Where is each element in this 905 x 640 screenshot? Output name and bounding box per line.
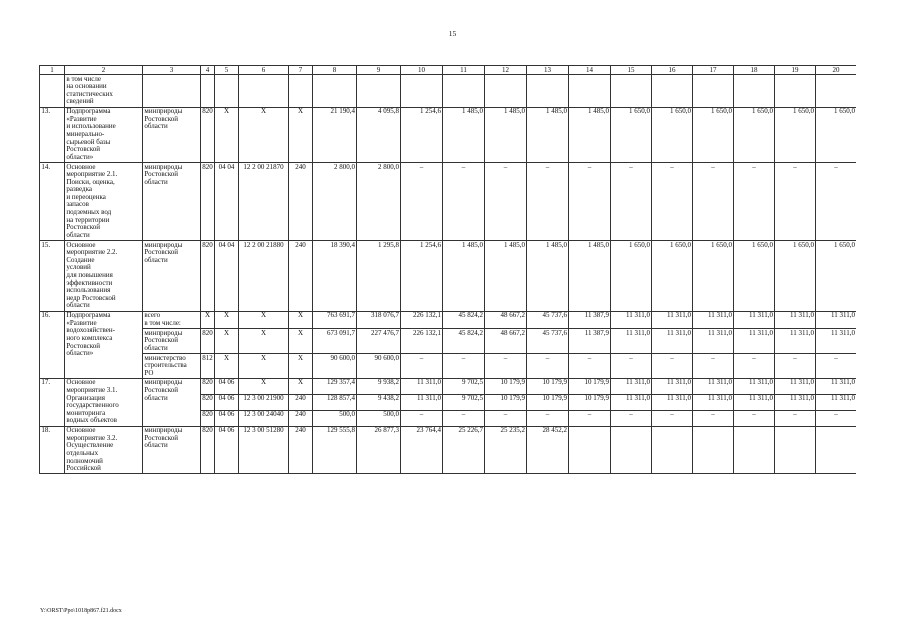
amount-cell-col-14 — [569, 426, 611, 474]
amount-cell-col-14: – — [569, 353, 611, 378]
amount-cell-col-10: 226 132,1 — [401, 328, 443, 353]
amount-cell-col-8: 129 357,4 — [313, 378, 357, 394]
column-header-20: 20 — [816, 66, 857, 75]
amount-cell-col-8: 18 390,4 — [313, 241, 357, 312]
row-number-cell: 16. — [40, 311, 65, 378]
amount-cell-col-16: – — [652, 353, 693, 378]
grbs-code-cell: 820 — [201, 410, 215, 426]
amount-cell-col-15: – — [611, 410, 652, 426]
amount-cell-col-13: 10 179,9 — [527, 394, 569, 410]
rzpr-code-cell: 04 06 — [215, 426, 239, 474]
program-name-cell: Подпрограмма «Развитие водохозяйствен- ного комплекса Ростовской области» — [65, 311, 143, 378]
amount-cell-col-9: 2 800,0 — [357, 162, 401, 240]
table-row — [40, 328, 857, 353]
amount-cell-col-20: 11 311,0 — [816, 394, 857, 410]
rzpr-code-cell: 04 04 — [215, 162, 239, 240]
amount-cell-col-15 — [611, 426, 652, 474]
amount-cell-col-14 — [569, 75, 611, 108]
amount-cell-col-10: – — [401, 162, 443, 240]
grbs-code-cell: 820 — [201, 328, 215, 353]
amount-cell-col-12: – — [485, 162, 527, 240]
column-header-2: 2 — [65, 66, 143, 75]
table-row — [40, 353, 857, 378]
column-header-16: 16 — [652, 66, 693, 75]
table-row — [40, 107, 857, 162]
amount-cell-col-8: 500,0 — [313, 410, 357, 426]
amount-cell-col-10: 1 254,6 — [401, 107, 443, 162]
amount-cell-col-18 — [734, 426, 775, 474]
rzpr-code-cell: 04 04 — [215, 241, 239, 312]
amount-cell-col-11: – — [443, 353, 485, 378]
program-name-cell: Основное мероприятие 3.1. Организация государственного мониторинга водных объектов — [65, 378, 143, 426]
executor-cell: минприроды Ростовской области — [143, 426, 201, 474]
amount-cell-col-12: 10 179,9 — [485, 378, 527, 394]
amount-cell-col-12: – — [485, 410, 527, 426]
grbs-code-cell: 820 — [201, 394, 215, 410]
amount-cell-col-15: 1 650,0 — [611, 107, 652, 162]
amount-cell-col-11 — [443, 75, 485, 108]
program-name-cell: в том числе на основании статистических сведений — [65, 75, 143, 108]
column-header-17: 17 — [693, 66, 734, 75]
amount-cell-col-19 — [775, 426, 816, 474]
amount-cell-col-20: 1 650,0 — [816, 241, 857, 312]
vr-code-cell: Х — [289, 328, 313, 353]
csr-code-cell: Х — [239, 353, 289, 378]
row-number-cell: 13. — [40, 107, 65, 162]
amount-cell-col-16: 1 650,0 — [652, 107, 693, 162]
amount-cell-col-19: 1 650,0 — [775, 107, 816, 162]
column-header-9: 9 — [357, 66, 401, 75]
row-number-cell — [40, 75, 65, 108]
amount-cell-col-17: 11 311,0 — [693, 311, 734, 328]
executor-cell: всего в том числе: — [143, 311, 201, 328]
amount-cell-col-9 — [357, 75, 401, 108]
column-header-7: 7 — [289, 66, 313, 75]
grbs-code-cell: 820 — [201, 378, 215, 394]
amount-cell-col-10: 11 311,0 — [401, 394, 443, 410]
column-header-4: 4 — [201, 66, 215, 75]
amount-cell-col-20 — [816, 426, 857, 474]
amount-cell-col-15: 11 311,0 — [611, 328, 652, 353]
amount-cell-col-17: 11 311,0 — [693, 328, 734, 353]
amount-cell-col-14: – — [569, 162, 611, 240]
column-header-8: 8 — [313, 66, 357, 75]
rzpr-code-cell: 04 06 — [215, 378, 239, 394]
csr-code-cell: Х — [239, 311, 289, 328]
executor-cell: минприроды Ростовской области — [143, 241, 201, 312]
amount-cell-col-13: 1 485,0 — [527, 107, 569, 162]
amount-cell-col-11: 45 824,2 — [443, 328, 485, 353]
amount-cell-col-14: 1 485,0 — [569, 241, 611, 312]
amount-cell-col-17: – — [693, 410, 734, 426]
amount-cell-col-8: 673 091,7 — [313, 328, 357, 353]
budget-table — [39, 65, 856, 474]
grbs-code-cell: 820 — [201, 162, 215, 240]
vr-code-cell: Х — [289, 311, 313, 328]
amount-cell-col-15: – — [611, 353, 652, 378]
amount-cell-col-8: 128 857,4 — [313, 394, 357, 410]
row-number-cell: 14. — [40, 162, 65, 240]
amount-cell-col-13: – — [527, 353, 569, 378]
amount-cell-col-12: 10 179,9 — [485, 394, 527, 410]
column-header-12: 12 — [485, 66, 527, 75]
amount-cell-col-18: 11 311,0 — [734, 378, 775, 394]
amount-cell-col-20: 11 311,0 — [816, 378, 857, 394]
amount-cell-col-10: – — [401, 353, 443, 378]
executor-cell: минприроды Ростовской области — [143, 162, 201, 240]
amount-cell-col-13: 45 737,6 — [527, 311, 569, 328]
amount-cell-col-20: 11 311,0 — [816, 328, 857, 353]
csr-code-cell — [239, 75, 289, 108]
csr-code-cell: 12 2 00 21880 — [239, 241, 289, 312]
vr-code-cell: 240 — [289, 410, 313, 426]
amount-cell-col-8: 90 600,0 — [313, 353, 357, 378]
table-row — [40, 378, 857, 394]
table-row — [40, 426, 857, 474]
executor-cell: министерство строительства РО — [143, 353, 201, 378]
grbs-code-cell: 820 — [201, 107, 215, 162]
amount-cell-col-10: 226 132,1 — [401, 311, 443, 328]
column-header-5: 5 — [215, 66, 239, 75]
amount-cell-col-11: 45 824,2 — [443, 311, 485, 328]
amount-cell-col-8: 129 555,8 — [313, 426, 357, 474]
rzpr-code-cell: Х — [215, 311, 239, 328]
amount-cell-col-16: – — [652, 162, 693, 240]
amount-cell-col-20: 1 650,0 — [816, 107, 857, 162]
amount-cell-col-9: 9 438,2 — [357, 394, 401, 410]
page-number: 15 — [448, 29, 457, 38]
executor-cell — [143, 75, 201, 108]
column-header-13: 13 — [527, 66, 569, 75]
amount-cell-col-14: 1 485,0 — [569, 107, 611, 162]
amount-cell-col-12: 48 667,2 — [485, 311, 527, 328]
amount-cell-col-17 — [693, 75, 734, 108]
amount-cell-col-8: 763 691,7 — [313, 311, 357, 328]
amount-cell-col-13: – — [527, 162, 569, 240]
amount-cell-col-9: 9 938,2 — [357, 378, 401, 394]
amount-cell-col-8: 2 800,0 — [313, 162, 357, 240]
grbs-code-cell: 820 — [201, 426, 215, 474]
amount-cell-col-13: – — [527, 410, 569, 426]
amount-cell-col-20: – — [816, 353, 857, 378]
amount-cell-col-11: 9 702,5 — [443, 378, 485, 394]
amount-cell-col-16: – — [652, 410, 693, 426]
csr-code-cell: 12 3 00 21900 — [239, 394, 289, 410]
rzpr-code-cell: 04 06 — [215, 410, 239, 426]
executor-cell: минприроды Ростовской области — [143, 378, 201, 426]
amount-cell-col-19 — [775, 75, 816, 108]
column-header-14: 14 — [569, 66, 611, 75]
amount-cell-col-18: 1 650,0 — [734, 241, 775, 312]
amount-cell-col-11: 9 702,5 — [443, 394, 485, 410]
amount-cell-col-15: 11 311,0 — [611, 394, 652, 410]
amount-cell-col-20: – — [816, 162, 857, 240]
csr-code-cell: Х — [239, 107, 289, 162]
amount-cell-col-17: 11 311,0 — [693, 394, 734, 410]
amount-cell-col-13: 45 737,6 — [527, 328, 569, 353]
amount-cell-col-17: 1 650,0 — [693, 107, 734, 162]
amount-cell-col-20: – — [816, 410, 857, 426]
amount-cell-col-18: 11 311,0 — [734, 311, 775, 328]
amount-cell-col-15: 1 650,0 — [611, 241, 652, 312]
amount-cell-col-19: 11 311,0 — [775, 311, 816, 328]
amount-cell-col-12: 1 485,0 — [485, 241, 527, 312]
vr-code-cell: Х — [289, 107, 313, 162]
vr-code-cell: Х — [289, 353, 313, 378]
amount-cell-col-15: 11 311,0 — [611, 378, 652, 394]
amount-cell-col-17: 1 650,0 — [693, 241, 734, 312]
csr-code-cell: 12 2 00 21870 — [239, 162, 289, 240]
rzpr-code-cell — [215, 75, 239, 108]
amount-cell-col-14: 11 387,9 — [569, 311, 611, 328]
amount-cell-col-11: 1 485,0 — [443, 107, 485, 162]
amount-cell-col-8 — [313, 75, 357, 108]
amount-cell-col-10: 23 764,4 — [401, 426, 443, 474]
amount-cell-col-8: 21 190,4 — [313, 107, 357, 162]
amount-cell-col-12 — [485, 75, 527, 108]
column-header-3: 3 — [143, 66, 201, 75]
grbs-code-cell: 820 — [201, 241, 215, 312]
amount-cell-col-10: 1 254,6 — [401, 241, 443, 312]
amount-cell-col-16: 11 311,0 — [652, 378, 693, 394]
column-header-6: 6 — [239, 66, 289, 75]
vr-code-cell: Х — [289, 378, 313, 394]
column-header-18: 18 — [734, 66, 775, 75]
row-number-cell: 17. — [40, 378, 65, 426]
amount-cell-col-19: – — [775, 162, 816, 240]
amount-cell-col-18: – — [734, 162, 775, 240]
amount-cell-col-12: 25 235,2 — [485, 426, 527, 474]
amount-cell-col-10: – — [401, 410, 443, 426]
csr-code-cell: 12 3 00 24040 — [239, 410, 289, 426]
vr-code-cell — [289, 75, 313, 108]
amount-cell-col-20 — [816, 75, 857, 108]
table-row — [40, 311, 857, 328]
amount-cell-col-19: – — [775, 353, 816, 378]
amount-cell-col-13 — [527, 75, 569, 108]
vr-code-cell: 240 — [289, 241, 313, 312]
amount-cell-col-12: 48 667,2 — [485, 328, 527, 353]
amount-cell-col-14: – — [569, 410, 611, 426]
amount-cell-col-14: 10 179,9 — [569, 394, 611, 410]
rzpr-code-cell: Х — [215, 107, 239, 162]
amount-cell-col-18: – — [734, 410, 775, 426]
amount-cell-col-20: 11 311,0 — [816, 311, 857, 328]
table-header — [40, 66, 857, 75]
amount-cell-col-13: 10 179,9 — [527, 378, 569, 394]
column-header-1: 1 — [40, 66, 65, 75]
program-name-cell: Подпрограмма «Развитие и использование минерально- сырьевой базы Ростовской области» — [65, 107, 143, 162]
table-row — [40, 241, 857, 312]
amount-cell-col-11: – — [443, 162, 485, 240]
amount-cell-col-18: 1 650,0 — [734, 107, 775, 162]
amount-cell-col-16: 1 650,0 — [652, 241, 693, 312]
amount-cell-col-9: 227 476,7 — [357, 328, 401, 353]
amount-cell-col-15 — [611, 75, 652, 108]
vr-code-cell: 240 — [289, 394, 313, 410]
amount-cell-col-17: 11 311,0 — [693, 378, 734, 394]
amount-cell-col-13: 28 452,2 — [527, 426, 569, 474]
amount-cell-col-9: 1 295,8 — [357, 241, 401, 312]
column-header-19: 19 — [775, 66, 816, 75]
column-header-15: 15 — [611, 66, 652, 75]
amount-cell-col-19: 11 311,0 — [775, 394, 816, 410]
vr-code-cell: 240 — [289, 162, 313, 240]
amount-cell-col-11: 25 226,7 — [443, 426, 485, 474]
amount-cell-col-11: – — [443, 410, 485, 426]
table-row — [40, 75, 857, 108]
amount-cell-col-19: 11 311,0 — [775, 378, 816, 394]
column-number-row — [40, 66, 857, 75]
amount-cell-col-18: – — [734, 353, 775, 378]
csr-code-cell: Х — [239, 378, 289, 394]
executor-cell: минприроды Ростовской области — [143, 107, 201, 162]
rzpr-code-cell: 04 06 — [215, 394, 239, 410]
rzpr-code-cell: Х — [215, 328, 239, 353]
program-name-cell: Основное мероприятие 3.2. Осуществление отдельных полномочий Российской — [65, 426, 143, 474]
amount-cell-col-9: 4 095,8 — [357, 107, 401, 162]
column-header-10: 10 — [401, 66, 443, 75]
amount-cell-col-16 — [652, 75, 693, 108]
amount-cell-col-15: – — [611, 162, 652, 240]
amount-cell-col-14: 10 179,9 — [569, 378, 611, 394]
amount-cell-col-9: 318 076,7 — [357, 311, 401, 328]
amount-cell-col-17 — [693, 426, 734, 474]
amount-cell-col-9: 90 600,0 — [357, 353, 401, 378]
footer-file-path: Y:\ORST\Ppo\1018p867.f21.docx — [40, 608, 122, 614]
amount-cell-col-10: 11 311,0 — [401, 378, 443, 394]
csr-code-cell: Х — [239, 328, 289, 353]
vr-code-cell: 240 — [289, 426, 313, 474]
amount-cell-col-13: 1 485,0 — [527, 241, 569, 312]
column-header-11: 11 — [443, 66, 485, 75]
amount-cell-col-9: 26 877,3 — [357, 426, 401, 474]
amount-cell-col-19: 1 650,0 — [775, 241, 816, 312]
grbs-code-cell — [201, 75, 215, 108]
row-number-cell: 18. — [40, 426, 65, 474]
amount-cell-col-10 — [401, 75, 443, 108]
grbs-code-cell: Х — [201, 311, 215, 328]
executor-cell: минприроды Ростовской области — [143, 328, 201, 353]
amount-cell-col-19: – — [775, 410, 816, 426]
amount-cell-col-16 — [652, 426, 693, 474]
grbs-code-cell: 812 — [201, 353, 215, 378]
amount-cell-col-12: – — [485, 353, 527, 378]
program-name-cell: Основное мероприятие 2.1. Поиски, оценка, разведка и переоценка запасов подземных вод на территории Ростовской области — [65, 162, 143, 240]
amount-cell-col-18 — [734, 75, 775, 108]
amount-cell-col-16: 11 311,0 — [652, 328, 693, 353]
row-number-cell: 15. — [40, 241, 65, 312]
table-body — [40, 75, 857, 474]
amount-cell-col-17: – — [693, 162, 734, 240]
csr-code-cell: 12 3 00 51280 — [239, 426, 289, 474]
amount-cell-col-15: 11 311,0 — [611, 311, 652, 328]
program-name-cell: Основное мероприятие 2.2. Создание условий для повышения эффективности использования недр Ростовской области — [65, 241, 143, 312]
budget-table-container — [39, 65, 856, 603]
amount-cell-col-11: 1 485,0 — [443, 241, 485, 312]
amount-cell-col-9: 500,0 — [357, 410, 401, 426]
amount-cell-col-16: 11 311,0 — [652, 311, 693, 328]
amount-cell-col-19: 11 311,0 — [775, 328, 816, 353]
table-row — [40, 162, 857, 240]
amount-cell-col-18: 11 311,0 — [734, 328, 775, 353]
amount-cell-col-17: – — [693, 353, 734, 378]
rzpr-code-cell: Х — [215, 353, 239, 378]
amount-cell-col-18: 11 311,0 — [734, 394, 775, 410]
amount-cell-col-16: 11 311,0 — [652, 394, 693, 410]
amount-cell-col-12: 1 485,0 — [485, 107, 527, 162]
amount-cell-col-14: 11 387,9 — [569, 328, 611, 353]
